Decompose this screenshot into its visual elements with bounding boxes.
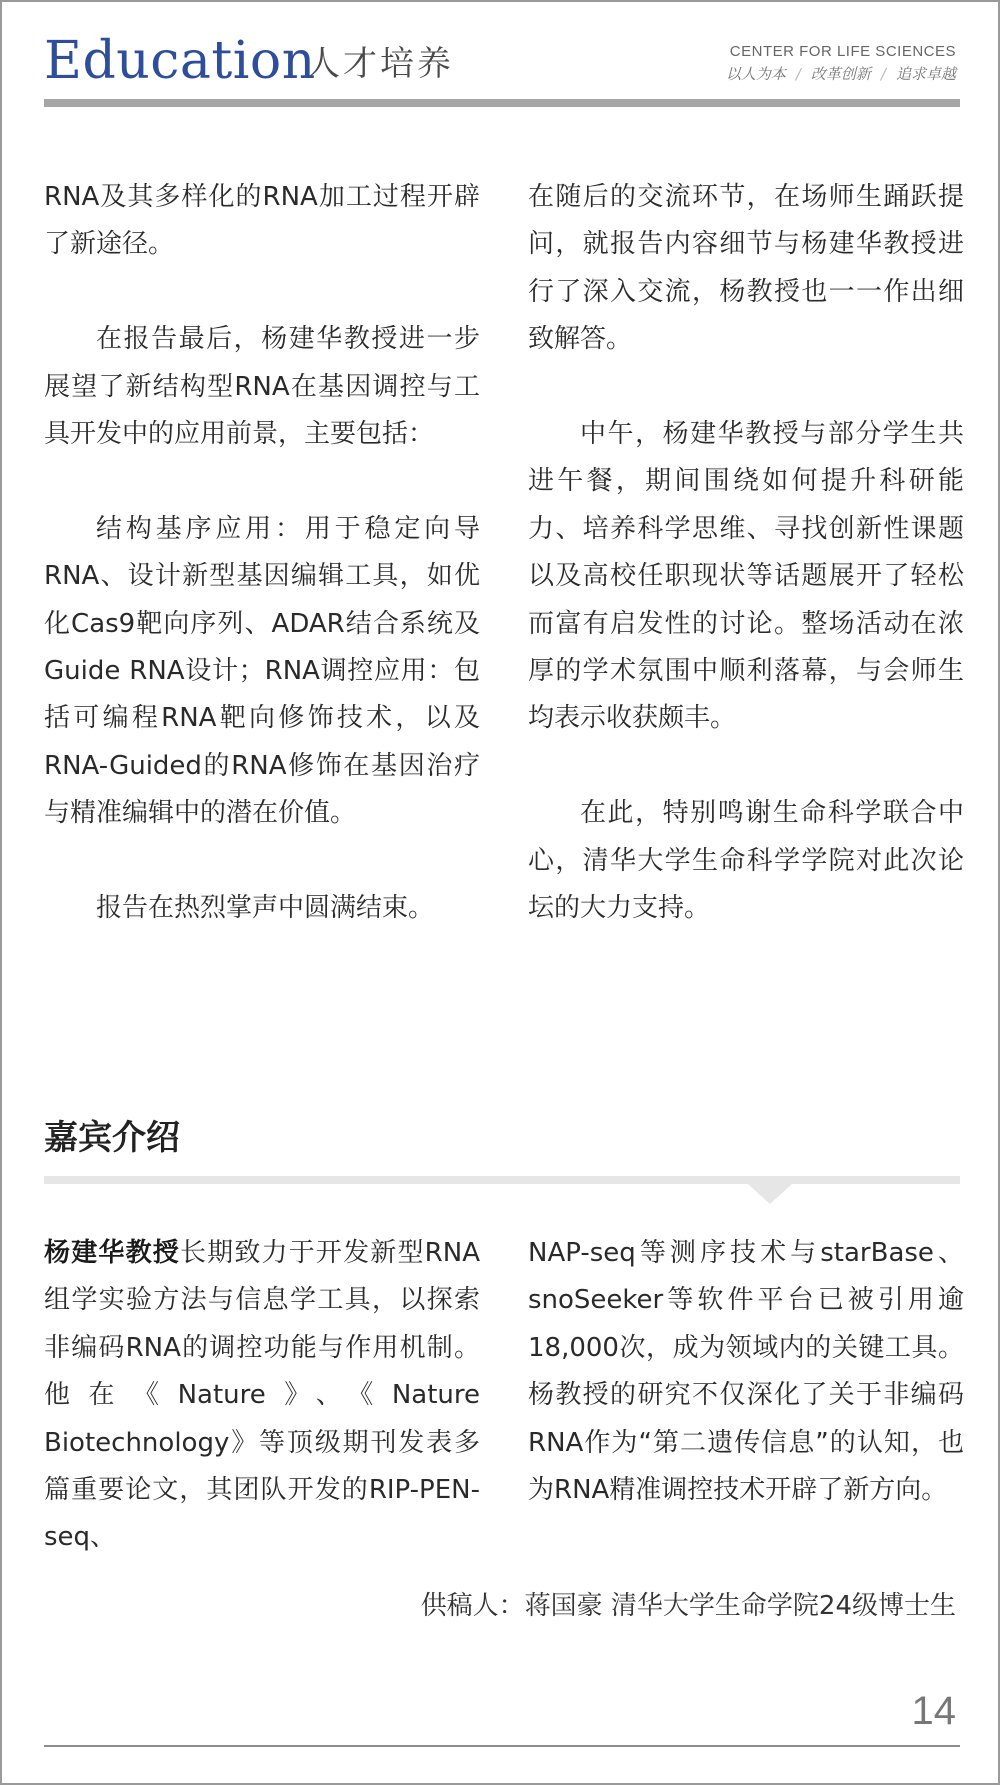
paragraph: RNA及其多样化的RNA加工过程开辟了新途径。	[44, 182, 480, 260]
article-column-right	[528, 174, 964, 932]
paragraph: 中午，杨建华教授与部分学生共进午餐，期间围绕如何提升科研能力、培养科学思维、寻找创新性课题以及高校任职现状等话题展开了轻松而富有启发性的讨论。整场活动在浓厚的学术氛围中顺利落幕，与会师生均表示收获颇丰。	[528, 419, 964, 734]
footer-divider	[44, 1745, 960, 1747]
header-divider	[44, 99, 960, 107]
section-title-en: Education	[44, 31, 316, 91]
guest-bio-left	[44, 1230, 480, 1562]
page-number: 14	[911, 1689, 956, 1733]
section-title-cn: 人才培养	[306, 44, 454, 84]
paragraph: 在随后的交流环节，在场师生踊跃提问，就报告内容细节与杨建华教授进行了深入交流，杨教授也一一作出细致解答。	[528, 182, 964, 355]
paragraph: 结构基序应用：用于稳定向导RNA、设计新型基因编辑工具，如优化Cas9靶向序列、ADAR结合系统及Guide RNA设计；RNA调控应用：包括可编程RNA靶向修饰技术，以及RNA-Guided的RNA修饰在基因治疗与精准编辑中的潜在价值。	[44, 513, 480, 829]
guest-name: 杨建华教授	[44, 1238, 180, 1268]
bio-paragraph	[44, 1230, 480, 1562]
guest-intro-heading: 嘉宾介绍	[44, 1118, 180, 1158]
paragraph: 在报告最后，杨建华教授进一步展望了新结构型RNA在基因调控与工具开发中的应用前景，主要包括：	[44, 324, 480, 450]
guest-bio-right	[528, 1230, 964, 1514]
bio-paragraph: NAP-seq等测序技术与starBase、snoSeeker等软件平台已被引用逾18,000次，成为领域内的关键工具。杨教授的研究不仅深化了关于非编码RNA作为“第二遗传信息”的认知，也为RNA精准调控技术开辟了新方向。	[528, 1238, 964, 1506]
motto-2: 改革创新	[810, 65, 871, 83]
article-column-left	[44, 174, 480, 932]
divider-notch	[748, 1184, 792, 1204]
motto-3: 追求卓越	[895, 65, 956, 83]
motto-1: 以人为本	[725, 65, 786, 83]
org-name: CENTER FOR LIFE SCIENCES	[729, 43, 956, 60]
author-credit: 供稿人：蒋国豪 清华大学生命学院24级博士生	[420, 1591, 956, 1621]
motto-line	[726, 62, 956, 86]
bio-text: 长期致力于开发新型RNA组学实验方法与信息学工具，以探索非编码RNA的调控功能与作用机制。他在《Nature》、《Nature Biotechnology》等顶级期刊发表多篇重要论文，其团队开发的RIP-PEN-seq、	[44, 1238, 480, 1553]
paragraph: 在此，特别鸣谢生命科学联合中心，清华大学生命科学学院对此次论坛的大力支持。	[528, 798, 964, 924]
motto-separator: /	[880, 65, 886, 83]
motto-separator: /	[795, 65, 801, 83]
guest-intro-divider	[44, 1176, 960, 1184]
paragraph: 报告在热烈掌声中圆满结束。	[96, 893, 435, 924]
